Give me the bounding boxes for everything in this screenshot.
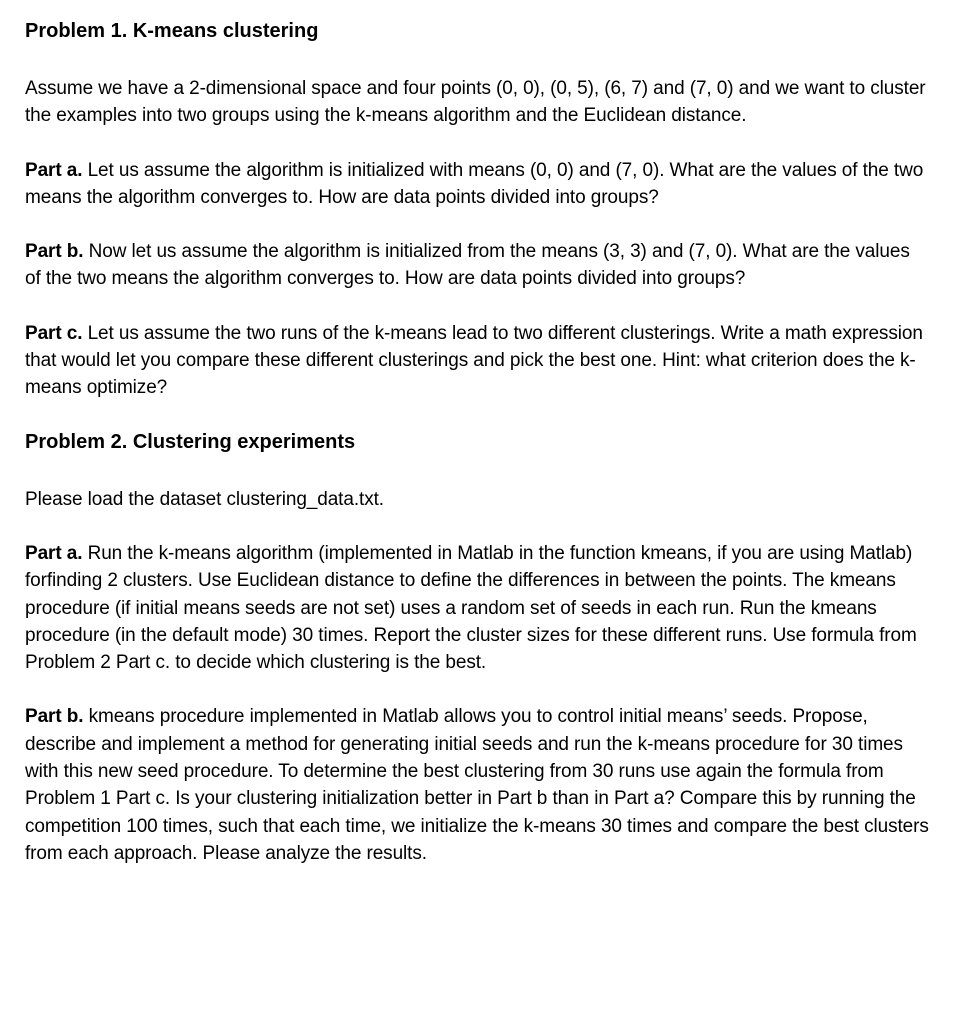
part-text: Let us assume the two runs of the k-means lead to two different clusterings. Write a math expression that would let you compare these different clusterings and pick the best one. Hint: what criterion does the k-means optimize? — [25, 322, 923, 399]
part-label: Part b. — [25, 706, 84, 728]
problem2-intro: Please load the dataset clustering_data.txt. — [25, 488, 384, 510]
part-text: kmeans procedure implemented in Matlab allows you to control initial means’ seeds. Propose, describe and implement a method for generating initial seeds and run the k-means procedure for 30 times with this new seed procedure. To determine the best clustering from 30 runs use again the formula from Problem 1 Part c. Is your clustering initialization better in Part b than in Part a? Compare this by running the competition 100 times, such that each time, we initialize the k-means 30 times and compare the best clusters from each approach. Please analyze the results. — [25, 706, 929, 864]
document-page — [25, 18, 930, 867]
part-label: Part a. — [25, 542, 83, 564]
problem1-intro: Assume we have a 2-dimensional space and four points (0, 0), (0, 5), (6, 7) and (7, 0) and we want to cluster the examples into two groups using the k-means algorithm and the Euclidean distance. — [25, 78, 926, 127]
problem2-title: Problem 2. Clustering experiments — [25, 430, 356, 453]
part-label: Part c. — [25, 322, 83, 344]
part-text: Now let us assume the algorithm is initialized from the means (3, 3) and (7, 0). What are the values of the two means the algorithm converges to. How are data points divided into groups? — [25, 241, 910, 290]
problem1-part-b — [25, 238, 930, 293]
problem1-part-c — [25, 320, 930, 402]
part-text: Run the k-means algorithm (implemented in Matlab in the function kmeans, if you are using Matlab) forfinding 2 clusters. Use Euclidean distance to define the differences in between the points. The kmeans procedure (if initial means seeds are not set) uses a random set of seeds in each run. Run the kmeans procedure (in the default mode) 30 times. Report the cluster sizes for these different runs. Use formula from Problem 2 Part c. to decide which clustering is the best. — [25, 542, 917, 674]
problem1-title: Problem 1. K-means clustering — [25, 20, 319, 42]
part-label: Part a. — [25, 159, 83, 181]
problem2-part-b — [25, 703, 930, 867]
problem2-part-a — [25, 540, 930, 676]
part-text: Let us assume the algorithm is initialized with means (0, 0) and (7, 0). What are the values of the two means the algorithm converges to. How are data points divided into groups? — [25, 159, 924, 208]
part-label: Part b. — [25, 241, 84, 263]
problem1-part-a — [25, 157, 930, 212]
